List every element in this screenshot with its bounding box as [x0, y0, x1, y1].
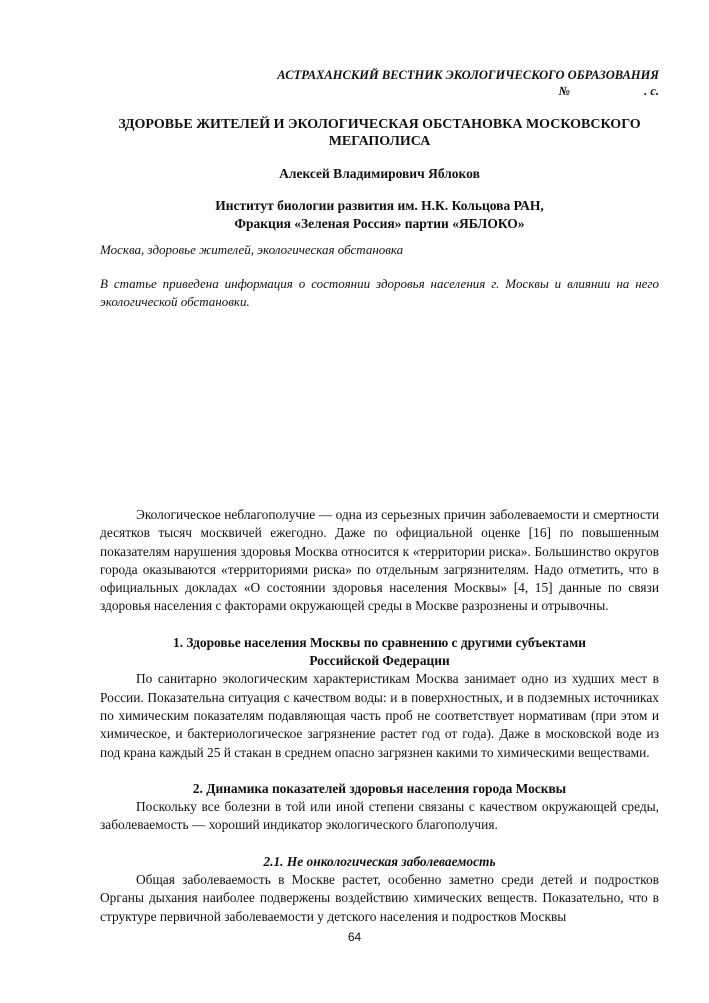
- affiliation-line-2: Фракция «Зеленая Россия» партии «ЯБЛОКО»: [234, 216, 525, 231]
- paragraph-3: Поскольку все болезни в той или иной степени связаны с качеством окружающей среды, заболеваемость — хороший индикатор экологического благополучия.: [100, 799, 659, 833]
- subsection-heading-2-1: 2.1. Не онкологическая заболеваемость: [263, 853, 496, 869]
- journal-issue-line: [100, 83, 659, 99]
- keywords: Москва, здоровье жителей, экологическая обстановка: [100, 242, 404, 257]
- abstract: В статье приведена информация о состоянии здоровья населения г. Москвы и влиянии на него экологической обстановки.: [100, 276, 659, 309]
- article-title: ЗДОРОВЬЕ ЖИТЕЛЕЙ И ЭКОЛОГИЧЕСКАЯ ОБСТАНОВКА МОСКОВСКОГО МЕГАПОЛИСА: [118, 117, 641, 149]
- issue-number: №: [558, 84, 571, 98]
- paragraph-4: Общая заболеваемость в Москве растет, особенно заметно среди детей и подростков Органы дыхания наиболее подвержены воздействию химических веществ. Показательно, что в структуре первичной заболеваемости у детского населения и подростков Москвы: [100, 872, 659, 924]
- section-heading-1-line-2: Российской Федерации: [309, 653, 450, 669]
- author-name: Алексей Владимирович Яблоков: [279, 166, 480, 181]
- page-number: 64: [347, 930, 362, 944]
- section-heading-1-line-1: 1. Здоровье населения Москвы по сравнению с другими субъектами: [173, 634, 586, 650]
- journal-name: АСТРАХАНСКИЙ ВЕСТНИК ЭКОЛОГИЧЕСКОГО ОБРАЗОВАНИЯ: [277, 68, 659, 82]
- section-heading-2: 2. Динамика показателей здоровья населения города Москвы: [192, 780, 567, 796]
- affiliation: [100, 197, 659, 233]
- paragraph-1: Экологическое неблагополучие — одна из серьезных причин заболеваемости и смертности десятков тысяч москвичей ежегодно. Даже по официальной оценке [16] по повышенным показателям нарушения здоровья Москва относится к «территории риска». Большинство округов города оказываются «территориями риска» по отдельным загрязнителям. Надо отметить, что в официальных докладах «О состоянии здоровья населения Москвы» [4, 15] данные по связи здоровья населения с факторами окружающей среды в Москве разрознены и отрывочны.: [100, 507, 659, 614]
- journal-header: [100, 67, 659, 99]
- issue-pages: . с.: [644, 84, 659, 98]
- article-body: [100, 506, 659, 926]
- affiliation-line-1: Институт биологии развития им. Н.К. Кольцова РАН,: [215, 198, 544, 213]
- paragraph-2: По санитарно экологическим характеристикам Москва занимает одно из худших мест в России. Показательна ситуация с качеством воды: и в поверхностных, и в подземных источниках по химическим показателям подавляющая часть проб не соответствует нормативам (при этом и химическое, и бактериологическое загрязнение растет год от года). Даже в московской воде из под крана каждый 25 й стакан в среднем опасно загрязнен какими то химическими веществами.: [100, 671, 659, 760]
